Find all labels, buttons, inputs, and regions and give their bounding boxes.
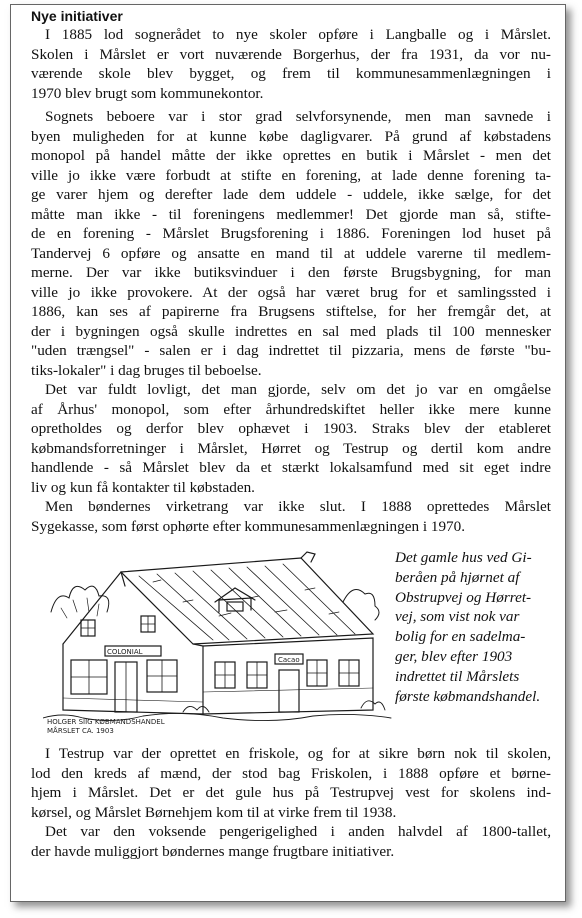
sketch-signature-line-2: MÅRSLET CA. 1903 xyxy=(47,727,114,734)
paragraph-1 xyxy=(31,25,551,103)
text-line: opretholdes og derfor blev ophævet i 1903. Straks blev der etableret xyxy=(31,420,551,437)
text-line: ge varer hjem og derefter lade dem uddele - uddele, ikke sælge, for det xyxy=(31,186,551,203)
text-line: I 1885 lod sognerådet to nye skoler opføre i Langballe og i Mårslet. xyxy=(45,26,551,43)
text-line: 1970 blev brugt som kommunekontor. xyxy=(31,84,264,102)
door-sign-text: Cacao xyxy=(278,656,300,664)
text-line: monopol på handel måtte der ikke oprettes en butik i Mårslet - men det xyxy=(31,147,551,164)
caption-line: indrettet til Mårslets xyxy=(395,667,520,685)
paragraph-4 xyxy=(31,497,551,536)
paragraph-5 xyxy=(31,744,551,822)
text-line: ville jo ikke provokere. At der også har været brug for et samlingssted i xyxy=(31,283,551,301)
text-line: lod den kreds af mænd, der stod bag Friskolen, i 1888 opføre et børne- xyxy=(31,764,551,782)
text-line: de en forening - Mårslet Brugsforening i 1886. Foreningen lod huset på xyxy=(31,225,551,242)
text-line: af Århus' monopol, som efter århundredskiftet heller ikke mere kunne xyxy=(31,400,551,418)
caption-line: ger, blev efter 1903 xyxy=(395,647,513,665)
text-line: Skolen i Mårslet er vort nuværende Borgerhus, der fra 1931, da vor nu- xyxy=(31,45,551,63)
text-line: købmandsforretninger i Mårslet, Hørret og Testrup og dertil kom andre xyxy=(31,439,551,457)
text-line: I Testrup var der oprettet en friskole, og for at sikre børn nok til skolen, xyxy=(45,745,551,762)
text-line: der i bygningen også skulle indrettes en sal med plads til 100 mennesker xyxy=(31,322,551,340)
text-line: Sygekasse, som først ophørte efter kommunesammenlægningen i 1970. xyxy=(31,517,466,535)
caption-line: Obstrupvej og Hørret- xyxy=(395,588,532,606)
text-line: Det var den voksende pengerigelighed i anden halvdel af 1800-tallet, xyxy=(45,823,551,840)
house-sketch-illustration xyxy=(43,542,393,734)
section-heading: Nye initiativer xyxy=(31,8,123,24)
caption-line: bolig for en sadelma- xyxy=(395,628,526,646)
text-line: kørsel, og Mårslet Børnehjem kom til at virke frem til 1938. xyxy=(31,803,397,821)
figure-caption xyxy=(395,548,571,706)
document-page xyxy=(10,4,566,902)
text-line: Det var fuldt lovligt, det man gjorde, selv om det jo var en omgåelse xyxy=(45,381,551,398)
text-line: byen muligheden for at kunne købe dagligvarer. På grund af købstadens xyxy=(31,127,551,145)
caption-line: første købmandshandel. xyxy=(395,687,541,705)
text-line: tiks-lokaler" i dag bruges til beboelse. xyxy=(31,361,262,379)
caption-line: vej, som vist nok var xyxy=(395,608,520,626)
shop-sign-text: COLONIAL xyxy=(107,648,143,656)
text-line: værende skole blev bygget, og frem til kommunesammenlægningen i xyxy=(31,65,551,82)
sketch-signature-line-1: HOLGER SIIG KØBMANDSHANDEL xyxy=(47,718,165,726)
text-line: handlende - så Mårslet blev da et stærkt lokalsamfund med sit eget indre xyxy=(31,459,551,476)
caption-line: Det gamle hus ved Gi- xyxy=(395,549,532,566)
paragraph-6 xyxy=(31,822,551,861)
text-line: Sognets beboere var i stor grad selvforsynende, men man savnede i xyxy=(45,108,551,125)
text-line: ville jo ikke være forbudt at stifte en forening, at lade denne forening ta- xyxy=(31,166,551,184)
text-line: måtte man ikke - til foreningens medlemmer! Det gjorde man så, stifte- xyxy=(31,205,551,223)
text-line: der havde muliggjort bøndernes mange frugtbare initiativer. xyxy=(31,842,395,860)
text-line: 1886, kan ses af papirerne fra Brugsens stiftelse, for her fremgår det, at xyxy=(31,303,551,320)
text-line: Tandervej 6 opføre og ansatte en mand til at uddele varerne til medlem- xyxy=(31,244,551,262)
text-line: hjem i Mårslet. Det er det gule hus på Testrupvej vest for skolens ind- xyxy=(31,784,551,801)
text-line: "uden trængsel" - salen er i dag indrettet til pizzaria, mens de første "bu- xyxy=(31,342,551,359)
paragraph-3 xyxy=(31,380,551,497)
text-line: Men bøndernes virketrang var ikke slut. I 1888 oprettedes Mårslet xyxy=(45,498,551,515)
figure-old-house xyxy=(31,542,551,738)
caption-line: beråen på hjørnet af xyxy=(395,568,520,586)
paragraph-2 xyxy=(31,107,551,380)
text-line: liv og kun få kontakter til købstaden. xyxy=(31,478,255,496)
text-line: merne. Der var ikke butiksvinduer i den første Brugsbygning, for man xyxy=(31,264,551,281)
